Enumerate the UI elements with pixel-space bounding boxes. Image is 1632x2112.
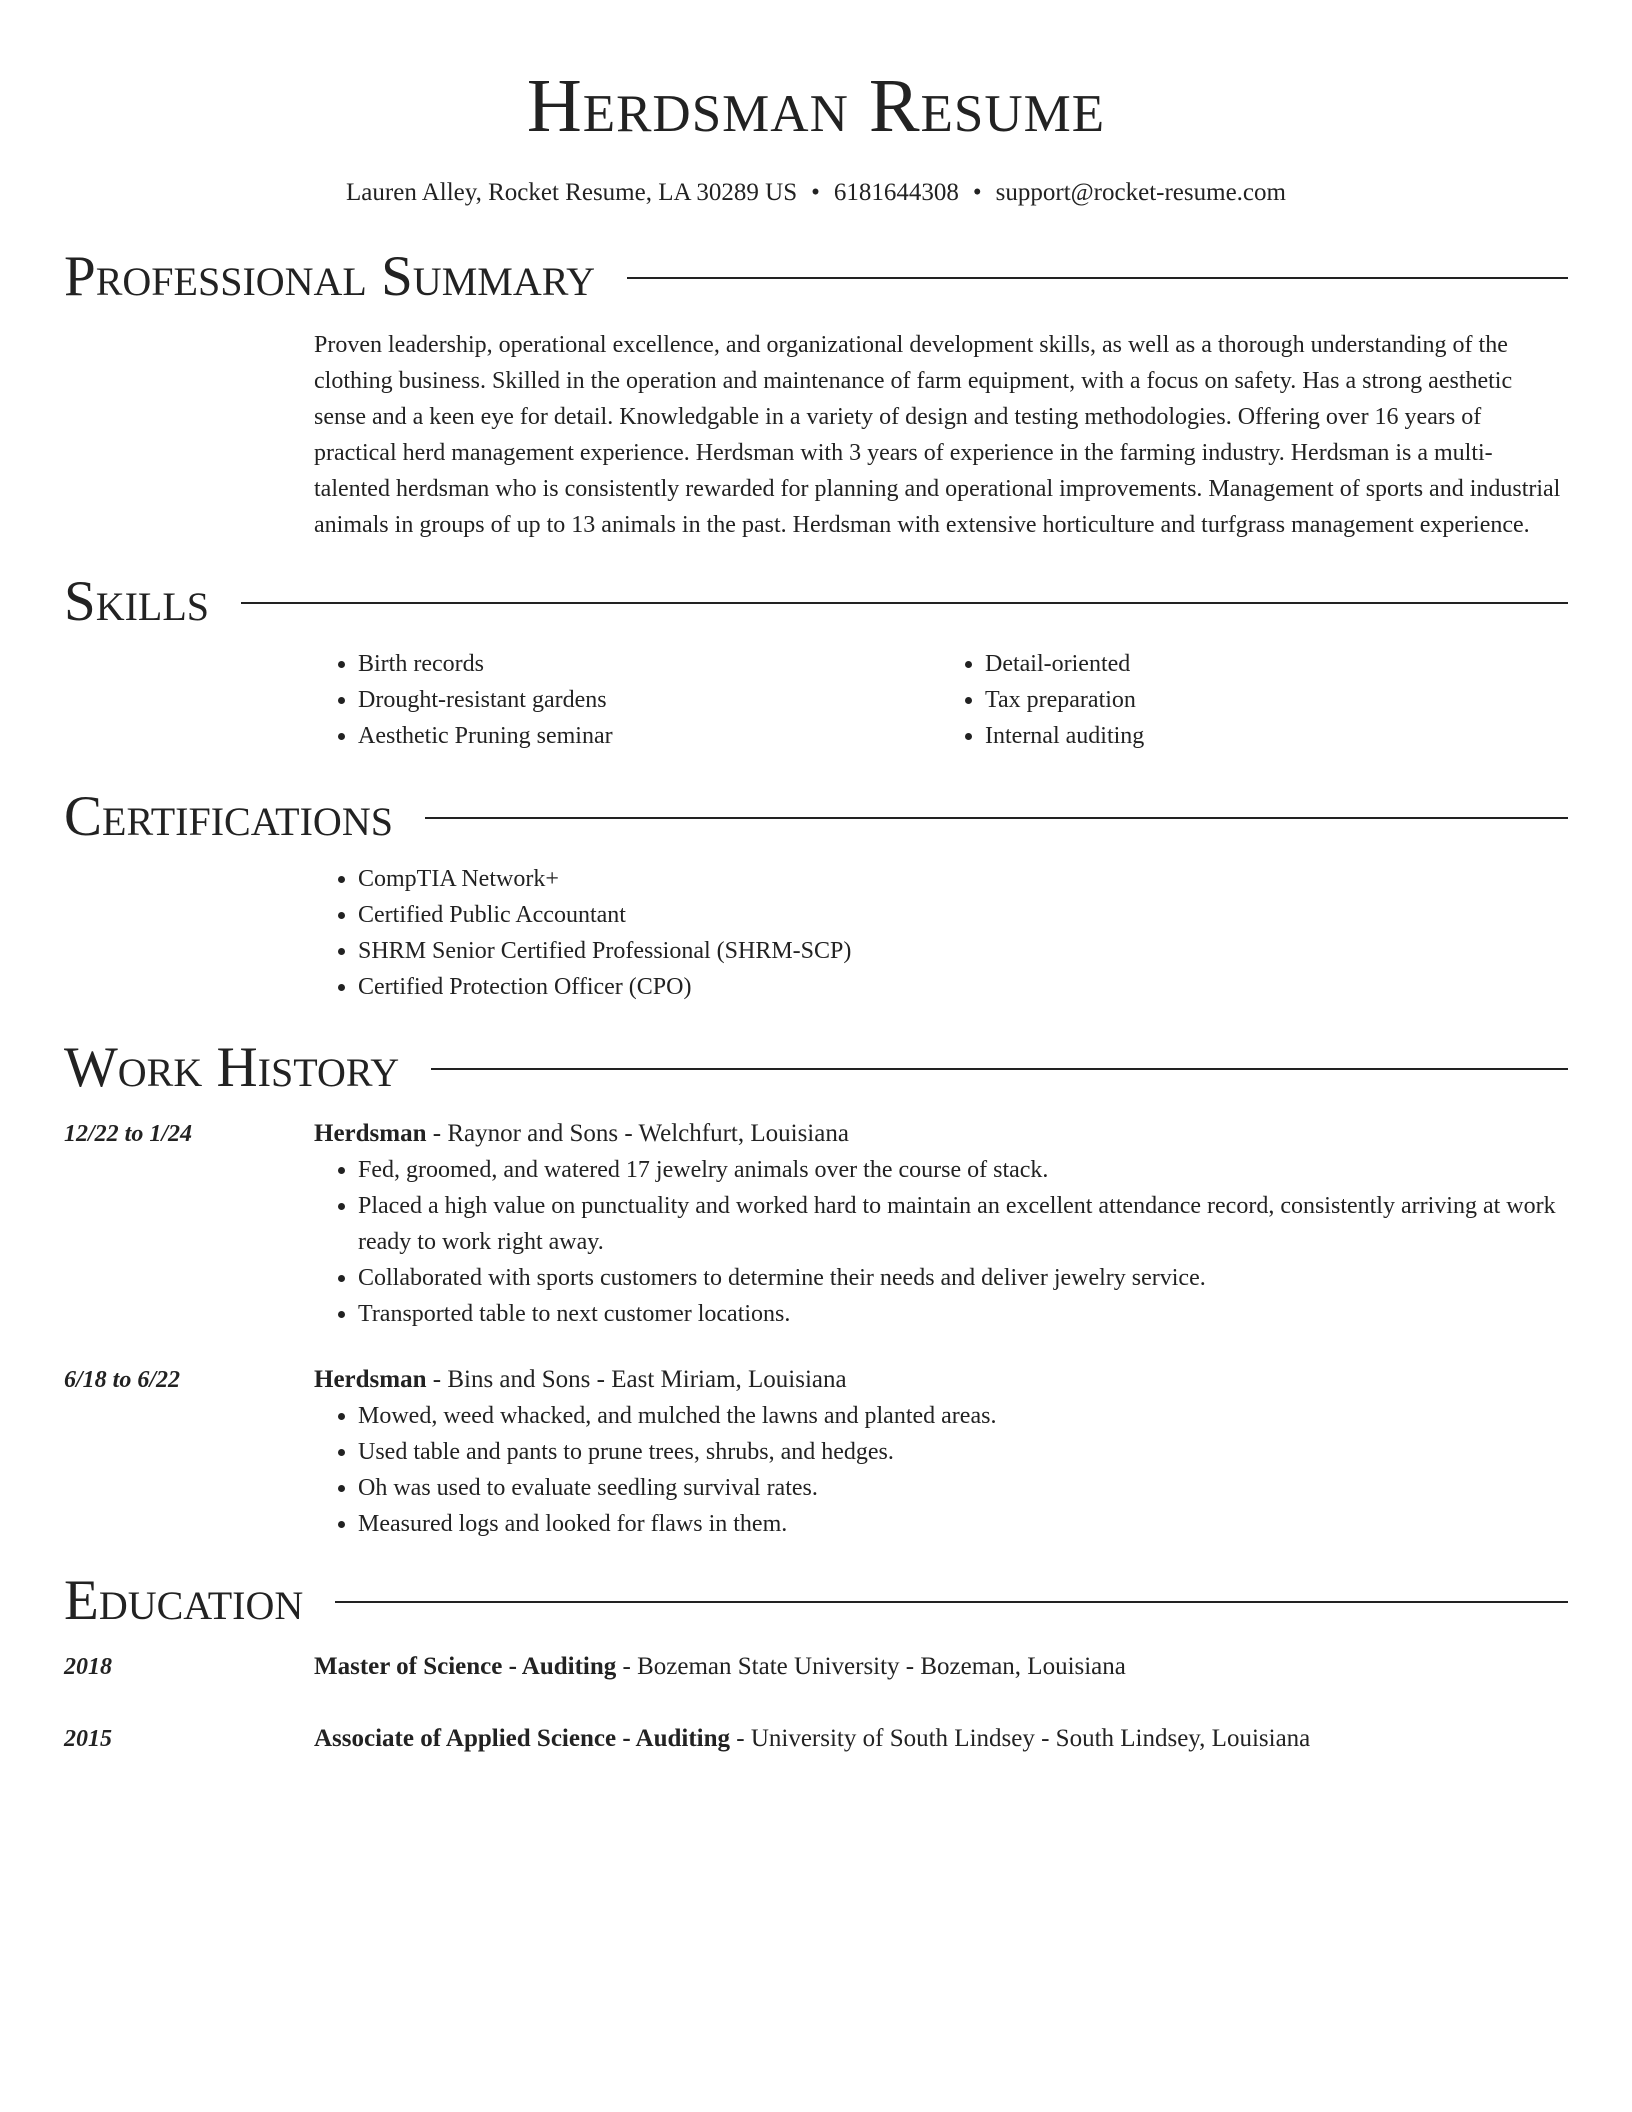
- job-employer: - Raynor and Sons - Welchfurt, Louisiana: [426, 1120, 849, 1147]
- job-employer: - Bins and Sons - East Miriam, Louisiana: [426, 1366, 847, 1393]
- certifications-list: [314, 861, 1568, 1005]
- job-body: [314, 1362, 1568, 1542]
- job-heading: [314, 1116, 1568, 1152]
- summary-section-header: [64, 245, 1568, 308]
- summary-text: Proven leadership, operational excellence, and organizational development skills, as well as a thorough understanding of the clothing business. Skilled in the operation and maintenance of farm equipment, with a focus on safety. Has a strong aesthetic sense and a keen eye for detail. Knowledgable in a variety of design and testing methodologies. Offering over 16 years of practical herd management experience. Herdsman with 3 years of experience in the farming industry. Herdsman is a multi-talented herdsman who is consistently rewarded for planning and operational improvements. Management of sports and industrial animals in groups of up to 13 animals in the past. Herdsman with extensive horticulture and turfgrass management experience.: [314, 332, 1561, 538]
- education-degree: Master of Science - Auditing: [314, 1653, 617, 1680]
- job-entry: [64, 1362, 1568, 1542]
- skills-grid: [314, 646, 1568, 754]
- skill-item: • Drought-resistant gardens: [358, 682, 941, 718]
- section-divider: [241, 602, 1568, 604]
- education-section: [64, 1569, 1568, 1757]
- section-title-work-history: Work History: [64, 1036, 400, 1099]
- resume-title: Herdsman Resume: [526, 64, 1106, 148]
- section-divider: [627, 277, 1568, 279]
- skills-list-right: [941, 646, 1568, 754]
- skill-item: • Aesthetic Pruning seminar: [358, 718, 941, 754]
- section-title-skills: Skills: [64, 570, 210, 633]
- certification-item: • Certified Protection Officer (CPO): [358, 969, 1568, 1005]
- contact-separator: •: [811, 179, 820, 206]
- job-bullets: [314, 1398, 1568, 1542]
- education-heading: [314, 1649, 1568, 1685]
- job-bullet: • Mowed, weed whacked, and mulched the lawns and planted areas.: [358, 1398, 1568, 1434]
- education-section-header: [64, 1569, 1568, 1632]
- education-entry: [64, 1649, 1568, 1685]
- job-title: Herdsman: [314, 1366, 427, 1393]
- job-entry: [64, 1116, 1568, 1332]
- section-divider: [335, 1601, 1568, 1603]
- skills-section-header: [64, 570, 1568, 633]
- section-title-education: Education: [64, 1569, 304, 1632]
- skill-item: • Birth records: [358, 646, 941, 682]
- job-dates: 6/18 to 6/22: [64, 1367, 181, 1393]
- job-title: Herdsman: [314, 1120, 427, 1147]
- job-bullet: • Collaborated with sports customers to determine their needs and deliver jewelry service.: [358, 1260, 1568, 1296]
- job-heading: [314, 1362, 1568, 1398]
- skill-item: • Tax preparation: [985, 682, 1568, 718]
- education-heading: [314, 1721, 1568, 1757]
- section-title-certifications: Certifications: [64, 785, 393, 848]
- education-degree: Associate of Applied Science - Auditing: [314, 1725, 730, 1752]
- certification-item: • SHRM Senior Certified Professional (SHRM-SCP): [358, 933, 1568, 969]
- job-bullets: [314, 1152, 1568, 1332]
- certifications-section-header: [64, 785, 1568, 848]
- summary-section: [64, 245, 1568, 543]
- education-entry: [64, 1721, 1568, 1757]
- skills-list-left: [314, 646, 941, 754]
- section-title-summary: Professional Summary: [64, 245, 596, 308]
- skills-section: [64, 570, 1568, 754]
- job-dates: 12/22 to 1/24: [64, 1121, 193, 1147]
- skill-item: • Internal auditing: [985, 718, 1568, 754]
- contact-address: Lauren Alley, Rocket Resume, LA 30289 US: [346, 179, 798, 206]
- contact-line: [64, 178, 1568, 208]
- section-divider: [425, 817, 1568, 819]
- job-bullet: • Oh was used to evaluate seedling survival rates.: [358, 1470, 1568, 1506]
- contact-phone: 6181644308: [833, 179, 959, 206]
- certifications-section: [64, 785, 1568, 1005]
- certification-item: • CompTIA Network+: [358, 861, 1568, 897]
- contact-email: support@rocket-resume.com: [995, 179, 1286, 206]
- job-bullet: • Transported table to next customer locations.: [358, 1296, 1568, 1332]
- job-bullet: • Used table and pants to prune trees, shrubs, and hedges.: [358, 1434, 1568, 1470]
- job-body: [314, 1116, 1568, 1332]
- education-year: 2015: [64, 1726, 112, 1752]
- education-school: - University of South Lindsey - South Lindsey, Louisiana: [730, 1725, 1311, 1752]
- education-year: 2018: [64, 1654, 112, 1680]
- work-history-section: [64, 1036, 1568, 1542]
- education-school: - Bozeman State University - Bozeman, Louisiana: [616, 1653, 1126, 1680]
- work-history-section-header: [64, 1036, 1568, 1099]
- contact-separator: •: [972, 179, 982, 206]
- certifications-list-wrapper: [314, 861, 1568, 1005]
- job-bullet: • Measured logs and looked for flaws in them.: [358, 1506, 1568, 1542]
- job-bullet: • Fed, groomed, and watered 17 jewelry animals over the course of stack.: [358, 1152, 1568, 1188]
- job-bullet: • Placed a high value on punctuality and worked hard to maintain an excellent attendance record, consistently arriving at work ready to work right away.: [358, 1188, 1568, 1260]
- section-divider: [431, 1068, 1568, 1070]
- skill-item: • Detail-oriented: [985, 646, 1568, 682]
- certification-item: • Certified Public Accountant: [358, 897, 1568, 933]
